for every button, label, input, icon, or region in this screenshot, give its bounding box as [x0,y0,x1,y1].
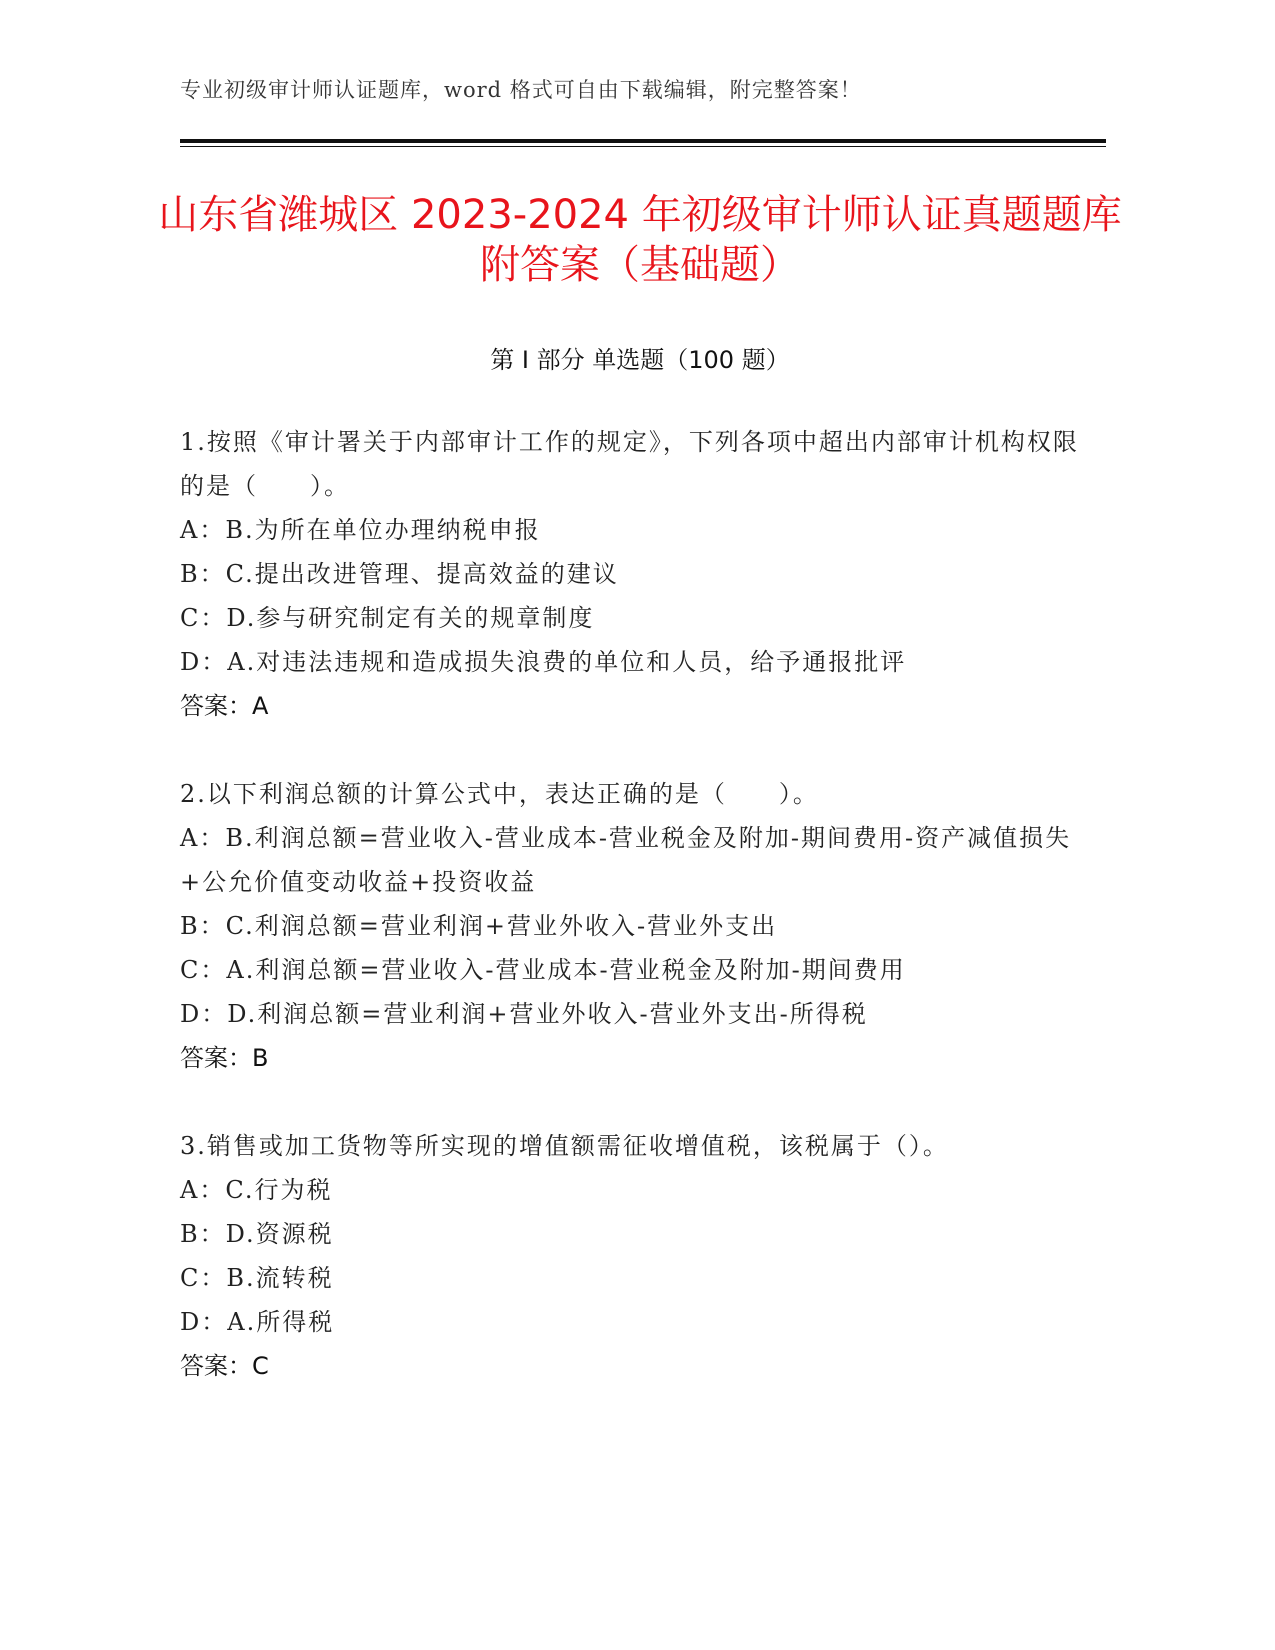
option-b: B：D.资源税 [180,1220,334,1248]
option-b: B：C.提出改进管理、提高效益的建议 [180,560,619,588]
header-note: 专业初级审计师认证题库，word 格式可自由下载编辑，附完整答案！ [180,78,862,102]
answer-line: 答案：A [180,692,269,720]
answer-line: 答案：B [180,1044,269,1072]
header-rule-thin [180,146,1106,147]
option-a: A：B.利润总额=营业收入-营业成本-营业税金及附加-期间费用-资产减值损失+公允价值变动收益+投资收益 [180,824,1072,896]
option-b: B：C.利润总额=营业利润+营业外收入-营业外支出 [180,912,778,940]
document-title: 山东省潍城区 2023-2024 年初级审计师认证真题题库附答案（基础题） [158,192,1122,288]
option-c: C：D.参与研究制定有关的规章制度 [180,604,595,632]
option-d: D：A.所得税 [180,1308,335,1336]
question-2 [180,772,1100,1080]
option-a: A：B.为所在单位办理纳税申报 [180,516,541,544]
question-1 [180,420,1100,728]
option-d: D：D.利润总额=营业利润+营业外收入-营业外支出-所得税 [180,1000,868,1028]
question-3 [180,1124,1100,1388]
option-a: A：C.行为税 [180,1176,333,1204]
question-list [180,420,1100,1432]
question-stem: 1.按照《审计署关于内部审计工作的规定》，下列各项中超出内部审计机构权限的是（ ）。 [180,428,1079,500]
section-heading: 第 I 部分 单选题（100 题） [490,346,790,374]
option-d: D：A.对违法违规和造成损失浪费的单位和人员，给予通报批评 [180,648,907,676]
answer-line: 答案：C [180,1352,269,1380]
question-stem: 3.销售或加工货物等所实现的增值额需征收增值税，该税属于（）。 [180,1132,949,1160]
option-c: C：B.流转税 [180,1264,334,1292]
question-stem: 2.以下利润总额的计算公式中，表达正确的是（ ）。 [180,780,819,808]
header-rule-thick [180,139,1106,143]
option-c: C：A.利润总额=营业收入-营业成本-营业税金及附加-期间费用 [180,956,906,984]
